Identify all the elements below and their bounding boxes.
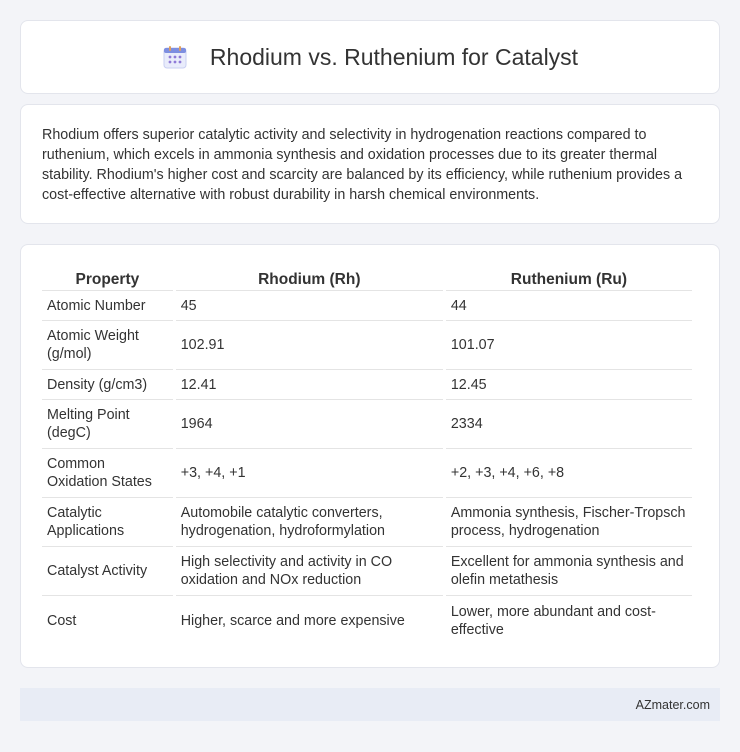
row-property: Atomic Number <box>42 291 173 321</box>
table-header-row <box>42 264 692 291</box>
rhodium-value: Automobile catalytic converters, hydrogenation, hydroformylation <box>176 498 443 547</box>
ruthenium-value: Ammonia synthesis, Fischer-Tropsch process, hydrogenation <box>446 498 692 547</box>
ruthenium-value: 44 <box>446 291 692 321</box>
row-property: Catalyst Activity <box>42 547 173 596</box>
ruthenium-value: 2334 <box>446 400 692 449</box>
table-row <box>42 498 692 547</box>
footer <box>20 688 720 721</box>
table-row <box>42 547 692 596</box>
page-title: Rhodium vs. Ruthenium for Catalyst <box>209 43 579 70</box>
row-property: Melting Point (degC) <box>42 400 173 449</box>
ruthenium-value: 101.07 <box>446 321 692 370</box>
summary-card <box>20 104 720 224</box>
ruthenium-value: +2, +3, +4, +6, +8 <box>446 449 692 498</box>
table-row <box>42 370 692 400</box>
table-row <box>42 400 692 449</box>
comparison-table <box>39 264 695 645</box>
rhodium-value: High selectivity and activity in CO oxidation and NOx reduction <box>176 547 443 596</box>
rhodium-value: 45 <box>176 291 443 321</box>
table-row <box>42 596 692 645</box>
row-property: Density (g/cm3) <box>42 370 173 400</box>
table-row <box>42 291 692 321</box>
title-card <box>20 20 720 94</box>
row-property: Cost <box>47 612 77 629</box>
rhodium-value: 102.91 <box>176 321 443 370</box>
column-header-property: Property <box>42 264 173 291</box>
row-property: Atomic Weight (g/mol) <box>42 321 173 370</box>
table-row <box>42 449 692 498</box>
column-header-ruthenium: Ruthenium (Ru) <box>446 264 692 291</box>
table-row <box>42 321 692 370</box>
row-property: Common Oxidation States <box>42 449 173 498</box>
rhodium-value: 12.41 <box>176 370 443 400</box>
ruthenium-value: Lower, more abundant and cost-effective <box>450 603 656 638</box>
ruthenium-value: 12.45 <box>446 370 692 400</box>
rhodium-value: +3, +4, +1 <box>176 449 443 498</box>
ruthenium-value: Excellent for ammonia synthesis and olefin metathesis <box>446 547 692 596</box>
summary-text: Rhodium offers superior catalytic activity and selectivity in hydrogenation reactions compared to ruthenium, which excels in ammonia synthesis and oxidation processes due to its greater thermal stability. Rhodium's higher cost and scarcity are balanced by its efficiency, while ruthenium provides a cost-effective alternative with robust durability in harsh chemical environments. <box>42 127 683 203</box>
calendar-grid-icon <box>162 44 188 70</box>
column-header-rhodium: Rhodium (Rh) <box>176 264 443 291</box>
comparison-table-card <box>20 244 720 668</box>
row-property: Catalytic Applications <box>42 498 173 547</box>
footer-source: AZmater.com <box>635 697 710 712</box>
rhodium-value: 1964 <box>176 400 443 449</box>
rhodium-value: Higher, scarce and more expensive <box>180 612 405 629</box>
